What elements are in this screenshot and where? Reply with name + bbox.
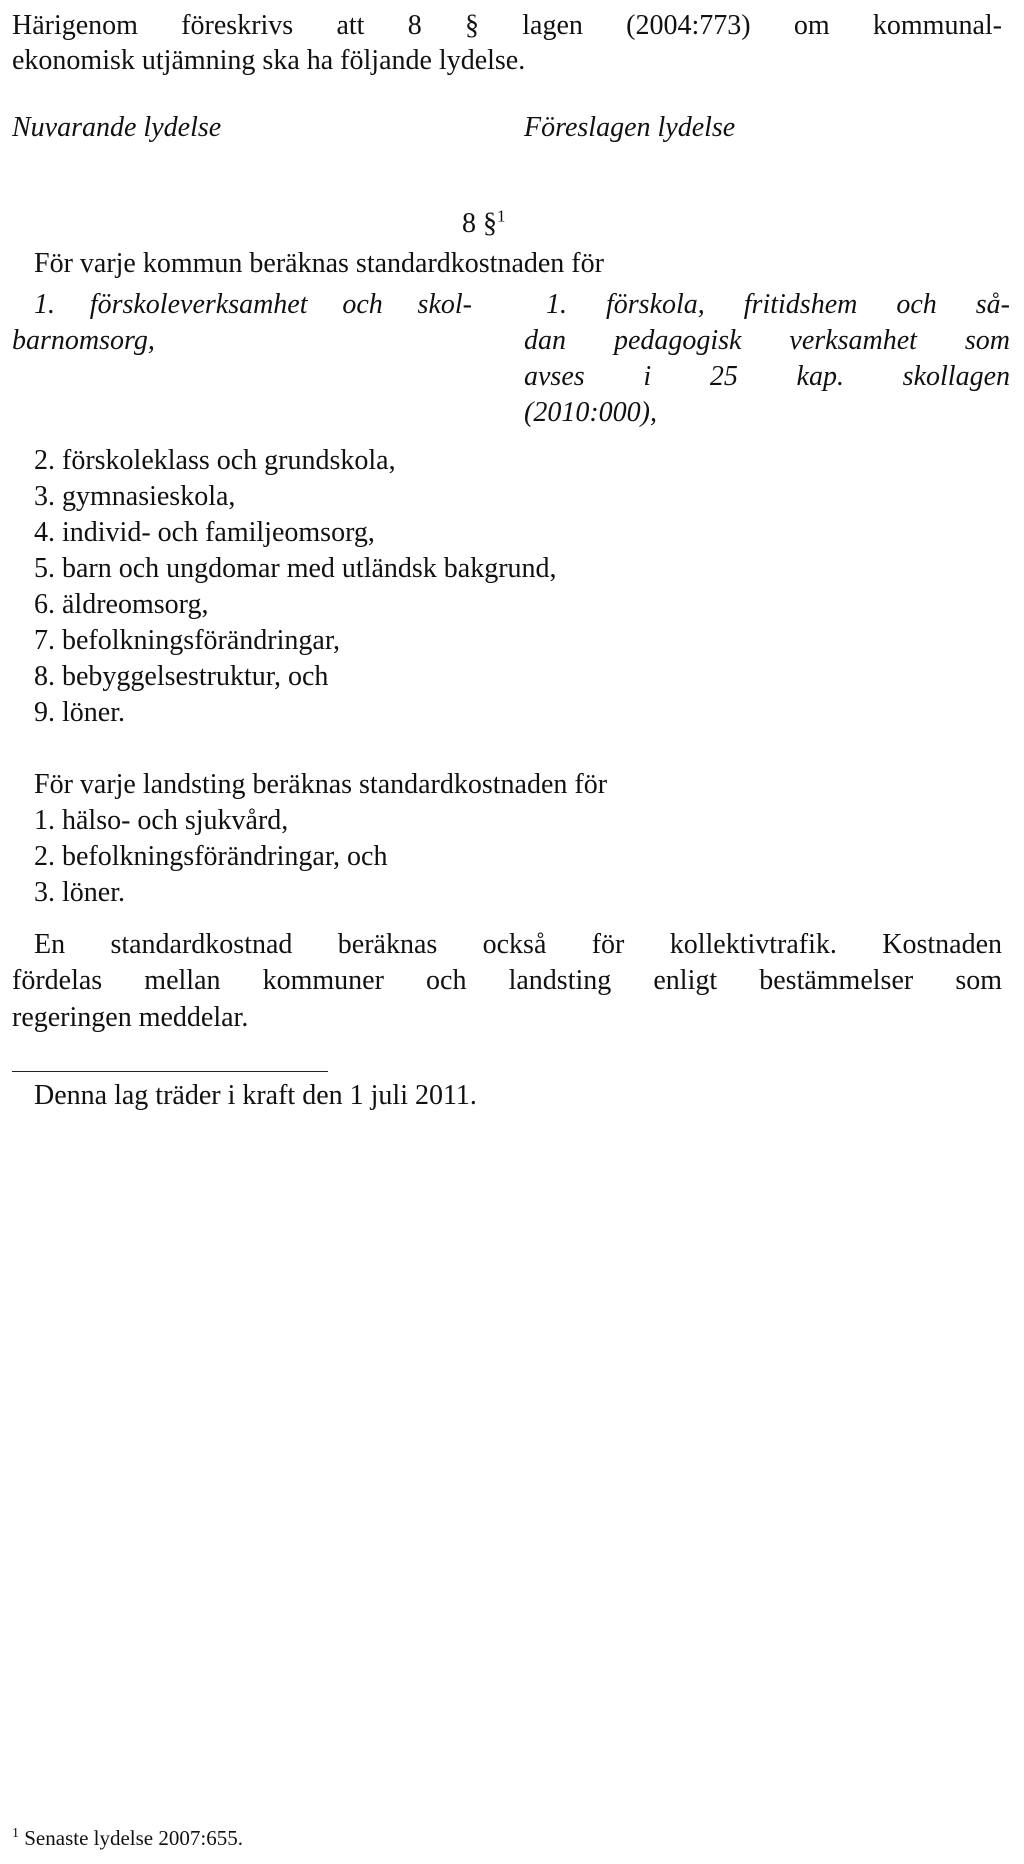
kollektivtrafik-line-2: fördelas mellan kommuner och landsting enligt bestämmelser som: [12, 965, 1002, 996]
list-item: 3. löner.: [34, 877, 125, 908]
kommun-items: [34, 443, 557, 731]
landsting-section: [34, 767, 607, 911]
kollektivtrafik-line-3: regeringen meddelar.: [12, 1002, 249, 1033]
item1-proposed: [524, 287, 1010, 431]
footnote-number: 1: [12, 1826, 19, 1841]
list-item: 5. barn och ungdomar med utländsk bakgrund,: [34, 553, 557, 584]
item1-proposed-line-4: (2010:000),: [524, 397, 657, 428]
list-item: 3. gymnasieskola,: [34, 481, 236, 512]
list-item: 8. bebyggelsestruktur, och: [34, 661, 329, 692]
item1-current-line-2: barnomsorg,: [12, 325, 155, 356]
section-label: 8 §: [462, 208, 497, 239]
separator-rule: [12, 1071, 328, 1072]
item1-current: [12, 287, 472, 359]
header-current: Nuvarande lydelse: [12, 112, 222, 143]
list-item: 6. äldreomsorg,: [34, 589, 209, 620]
section-footnote-ref: 1: [497, 206, 506, 226]
item1-proposed-line-3: avses i 25 kap. skollagen: [524, 361, 1010, 392]
item1-current-line-1: 1. förskoleverksamhet och skol-: [34, 289, 472, 320]
list-item: 9. löner.: [34, 697, 125, 728]
kollektivtrafik-line-1: En standardkostnad beräknas också för kollektivtrafik. Kostnaden: [34, 929, 1002, 960]
list-item: 4. individ- och familjeomsorg,: [34, 517, 375, 548]
header-proposed: Föreslagen lydelse: [524, 112, 736, 143]
landsting-lead: För varje landsting beräknas standardkostnaden för: [34, 769, 608, 800]
list-item: 2. befolkningsförändringar, och: [34, 841, 388, 872]
list-item: 2. förskoleklass och grundskola,: [34, 445, 396, 476]
item1-proposed-line-1: 1. förskola, fritidshem och så-: [546, 289, 1010, 320]
item1-proposed-line-2: dan pedagogisk verksamhet som: [524, 325, 1010, 356]
kommun-lead: För varje kommun beräknas standardkostnaden för: [34, 248, 604, 279]
section-heading: [462, 207, 506, 241]
footnote-text: Senaste lydelse 2007:655.: [24, 1826, 243, 1850]
intro-line-1: Härigenom föreskrivs att 8 § lagen (2004:773) om kommunal-: [12, 10, 1002, 41]
list-item: 1. hälso- och sjukvård,: [34, 805, 289, 836]
intro-line-2: ekonomisk utjämning ska ha följande lydelse.: [12, 45, 526, 76]
list-item: 7. befolkningsförändringar,: [34, 625, 341, 656]
entry-into-force: Denna lag träder i kraft den 1 juli 2011.: [34, 1080, 477, 1111]
footnote: [12, 1825, 243, 1851]
